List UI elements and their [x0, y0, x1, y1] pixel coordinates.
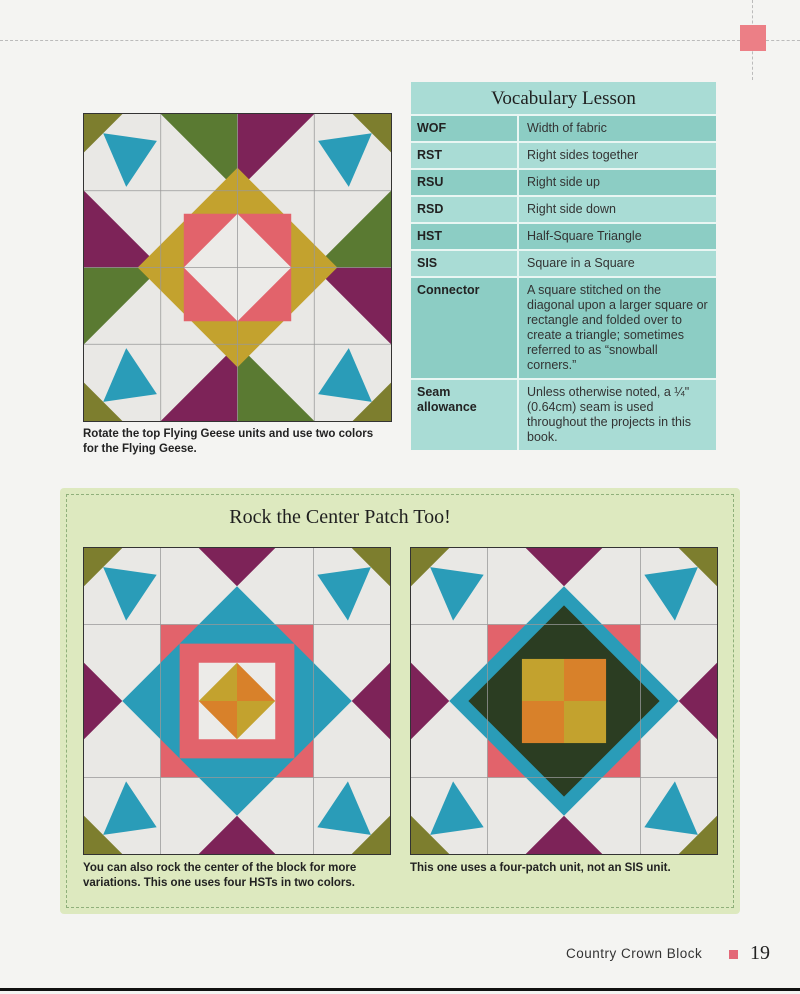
vocab-row: [411, 378, 716, 450]
vocab-definition: Right side down: [527, 202, 616, 216]
vocab-definition: Right sides together: [527, 148, 639, 162]
vocabulary-title: Vocabulary Lesson: [411, 82, 716, 114]
vocab-term: SIS: [411, 251, 519, 276]
right-figure-caption: This one uses a four-patch unit, not an SIS unit.: [410, 862, 671, 874]
crop-line: [0, 40, 740, 41]
vocab-term: RSU: [411, 170, 519, 195]
vocab-row: [411, 195, 716, 222]
crop-mark-square: [740, 25, 766, 51]
vocab-term: WOF: [411, 116, 519, 141]
vocab-row: [411, 276, 716, 378]
left-figure-caption: You can also rock the center of the block for more variations. This one uses four HSTs in two colors.: [83, 862, 357, 889]
quilt-block-hst-center: [83, 547, 391, 855]
crop-line: [766, 40, 800, 41]
vocab-definition: Square in a Square: [527, 256, 635, 270]
vocab-definition: Right side up: [527, 175, 600, 189]
vocab-row: [411, 168, 716, 195]
vocab-term: HST: [411, 224, 519, 249]
vocab-row: [411, 222, 716, 249]
vocabulary-lesson-box: [411, 82, 716, 446]
vocab-term: Connector: [411, 278, 519, 378]
bottom-rule: [0, 988, 800, 991]
vocab-definition: Width of fabric: [527, 121, 607, 135]
vocab-term: Seam allowance: [411, 380, 519, 450]
vocab-definition: A square stitched on the diagonal upon a larger square or rectangle and folded over to create a triangle; sometimes referred to as “snowball corners.”: [527, 283, 708, 372]
quilt-block-flying-geese: [83, 113, 392, 422]
quilt-block-four-patch-center: [410, 547, 718, 855]
chapter-title: Country Crown Block: [566, 946, 703, 961]
footer-square-icon: [729, 950, 738, 959]
vocab-term: RST: [411, 143, 519, 168]
sidebar-title: Rock the Center Patch Too!: [229, 506, 451, 528]
figure-caption: Rotate the top Flying Geese units and use two colors for the Flying Geese.: [83, 428, 374, 455]
vocab-row: [411, 141, 716, 168]
vocab-term: RSD: [411, 197, 519, 222]
vocab-row: [411, 114, 716, 141]
vocab-row: [411, 249, 716, 276]
vocab-definition: Unless otherwise noted, a ¼" (0.64cm) seam is used throughout the projects in this book.: [527, 385, 691, 444]
vocab-definition: Half-Square Triangle: [527, 229, 642, 243]
page-number: 19: [750, 942, 770, 964]
